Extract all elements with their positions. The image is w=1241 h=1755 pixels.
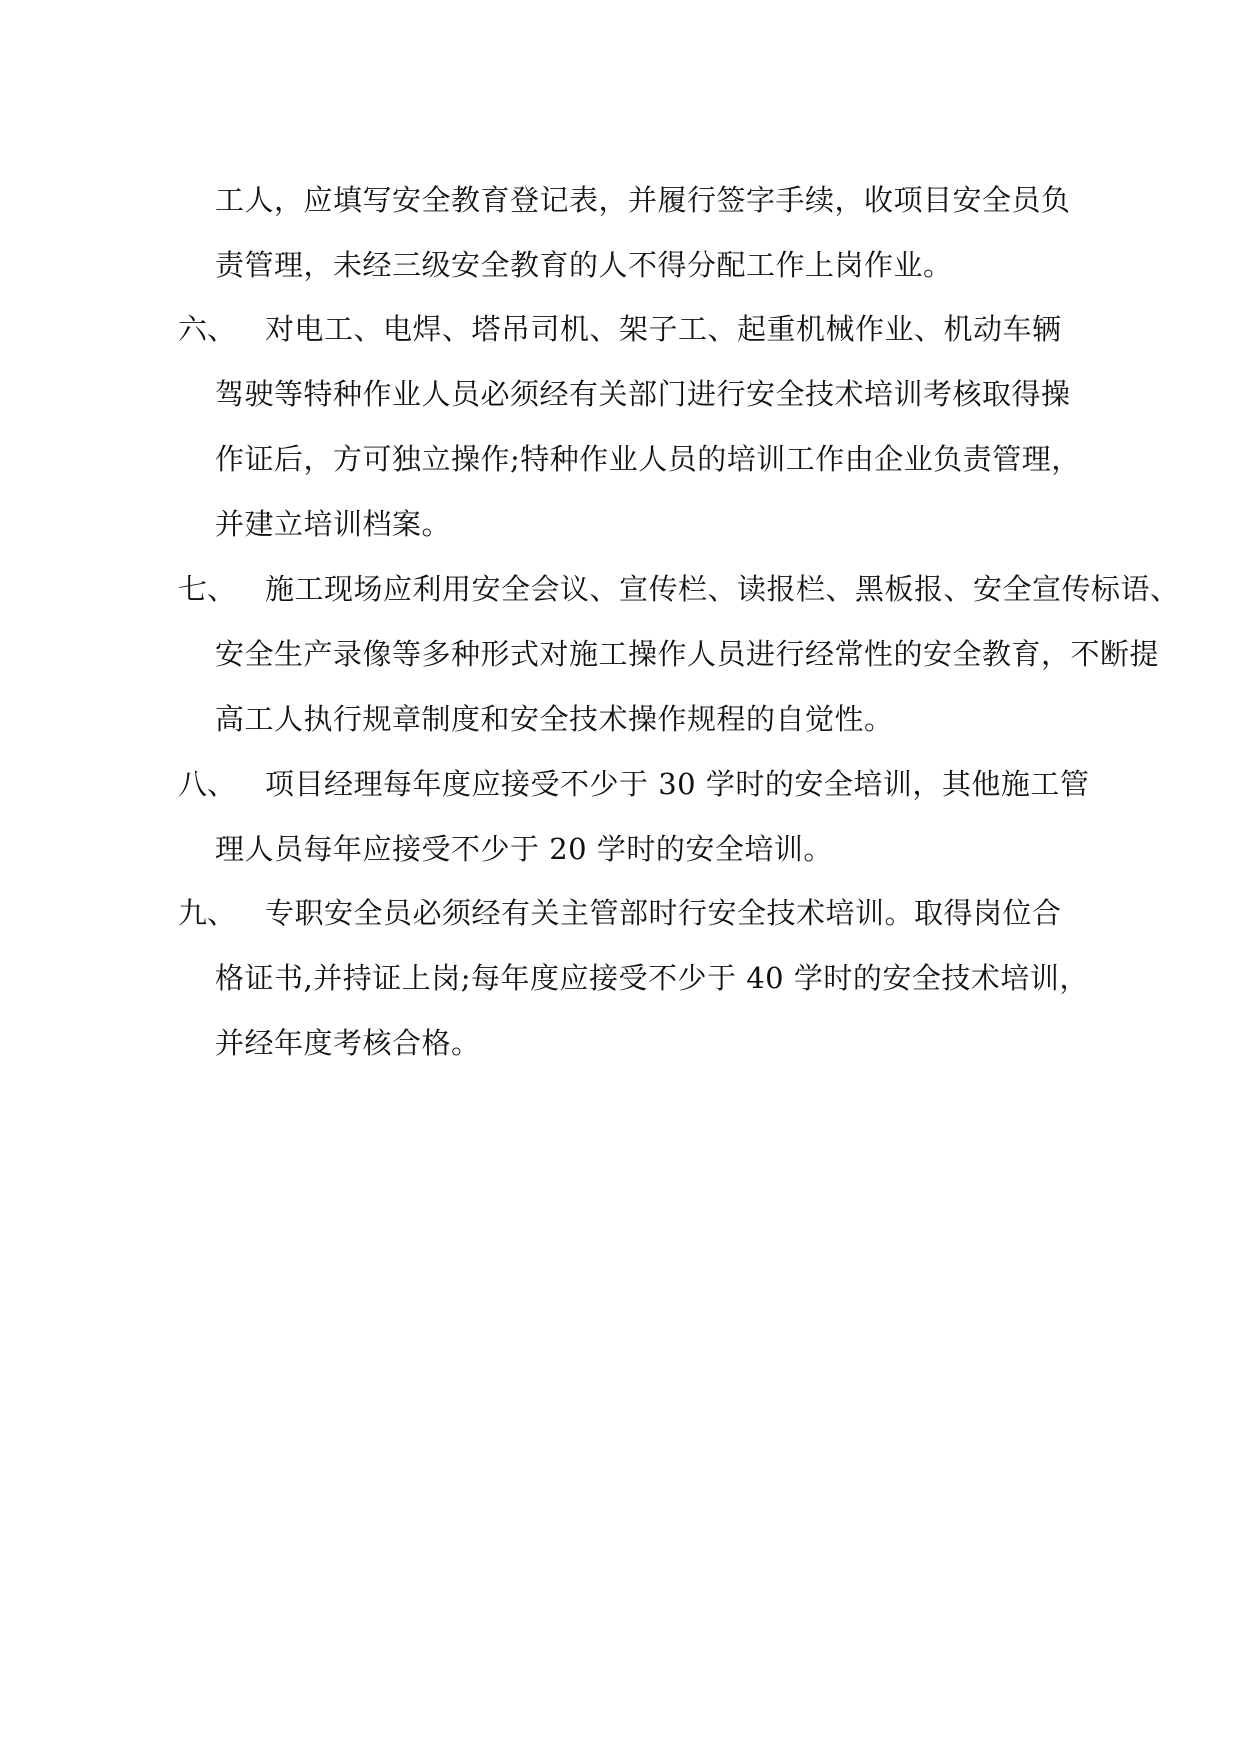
paragraph-line: 施工现场应利用安全会议、宣传栏、读报栏、黑板报、安全宣传标语、 xyxy=(265,572,1180,606)
item-number: 七、 xyxy=(178,572,237,606)
paragraph-line: 安全生产录像等多种形式对施工操作人员进行经常性的安全教育，不断提 xyxy=(215,637,1160,671)
paragraph-line: 理人员每年应接受不少于 20 学时的安全培训。 xyxy=(215,832,833,866)
paragraph-line: 项目经理每年度应接受不少于 30 学时的安全培训，其他施工管 xyxy=(265,767,1090,801)
paragraph-line: 工人，应填写安全教育登记表，并履行签字手续，收项目安全员负 xyxy=(215,183,1071,217)
paragraph-line: 高工人执行规章制度和安全技术操作规程的自觉性。 xyxy=(215,702,894,736)
paragraph-line: 专职安全员必须经有关主管部时行安全技术培训。取得岗位合 xyxy=(265,896,1062,930)
paragraph-line: 作证后，方可独立操作;特种作业人员的培训工作由企业负责管理， xyxy=(215,442,1081,476)
item-number: 八、 xyxy=(178,767,237,801)
item-number: 六、 xyxy=(178,312,237,346)
paragraph-line: 并经年度考核合格。 xyxy=(215,1026,481,1060)
paragraph-line: 格证书,并持证上岗;每年度应接受不少于 40 学时的安全技术培训， xyxy=(215,961,1089,995)
paragraph-line: 并建立培训档案。 xyxy=(215,507,452,541)
item-number: 九、 xyxy=(178,896,237,930)
paragraph-line: 对电工、电焊、塔吊司机、架子工、起重机械作业、机动车辆 xyxy=(265,312,1062,346)
paragraph-line: 责管理，未经三级安全教育的人不得分配工作上岗作业。 xyxy=(215,248,953,282)
paragraph-line: 驾驶等特种作业人员必须经有关部门进行安全技术培训考核取得操 xyxy=(215,377,1071,411)
